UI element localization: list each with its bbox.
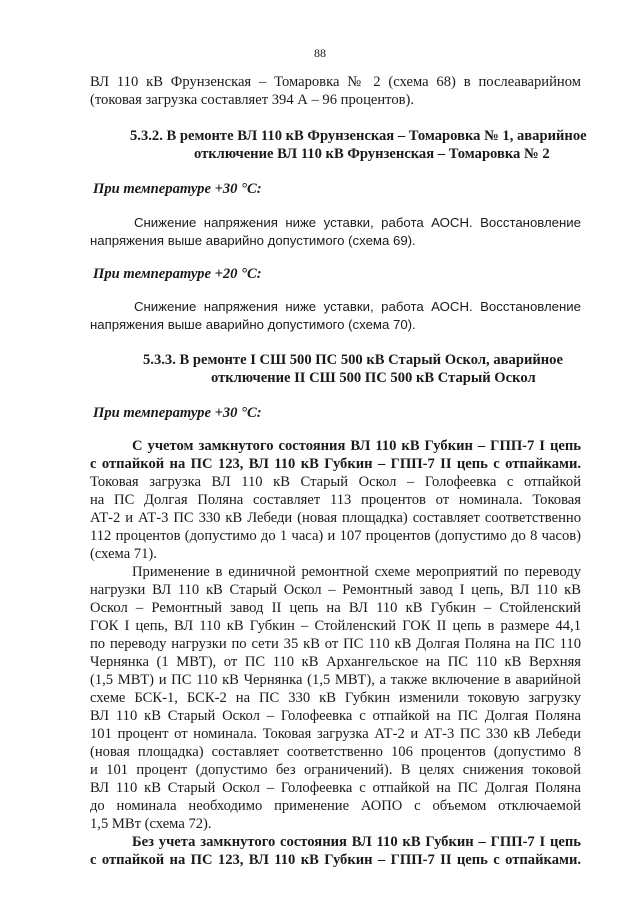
para4-line-13: ВЛ 110 кВ Старый Оскол – Голофеевка с отпайкой на ПС Долгая Поляна [90, 780, 581, 796]
intro-line-2: (токовая загрузка составляет 394 А – 96 процентов). [90, 92, 415, 108]
para1-line-1: Снижение напряжения ниже уставки, работа АОСН. Восстановление [134, 215, 581, 230]
temperature-heading-30-b: При температуре +30 °С: [93, 405, 262, 421]
para4-line-7: (1,5 МВТ) и ПС 110 кВ Чернянка (1,5 МВТ), а также включение в аварийной [90, 672, 581, 688]
para4-line-12: и 101 процент (допустимо без ограничений). В целях снижения токовой [90, 762, 581, 778]
para4-line-1: Применение в единичной ремонтной схеме мероприятий по переводу [132, 564, 581, 580]
bold-b-line-1: Без учета замкнутого состояния ВЛ 110 кВ Губкин – ГПП-7 I цепь [132, 834, 581, 850]
bold-a-line-2: с отпайкой на ПС 123, ВЛ 110 кВ Губкин – ГПП-7 II цепь с отпайками. [90, 456, 581, 472]
para4-line-11: (новая площадка) составляет соответственно 106 процентов (допустимо 8 [90, 744, 581, 760]
para3-line-1: Токовая загрузка ВЛ 110 кВ Старый Оскол – Голофеевка с отпайкой [90, 474, 581, 490]
page-number: 88 [314, 46, 326, 60]
intro-line-1: ВЛ 110 кВ Фрунзенская – Томаровка № 2 (схема 68) в послеаварийном [90, 74, 581, 90]
para4-line-5: по переводу нагрузки по сети 35 кВ от ПС 110 кВ Долгая Поляна на ПС 110 [90, 636, 581, 652]
para3-line-5: (схема 71). [90, 546, 157, 562]
temperature-heading-30-a: При температуре +30 °С: [93, 181, 262, 197]
para2-line-1: Снижение напряжения ниже уставки, работа АОСН. Восстановление [134, 299, 581, 314]
para3-line-4: 112 процентов (допустимо до 1 часа) и 107 процентов (допустимо до 8 часов) [90, 528, 581, 544]
section-5-3-3-heading-line-1: 5.3.3. В ремонте I СШ 500 ПС 500 кВ Старый Оскол, аварийное [143, 352, 563, 368]
para3-line-3: АТ-2 и АТ-3 ПС 330 кВ Лебеди (новая площадка) составляет соответственно [90, 510, 581, 526]
para4-line-6: Чернянка (1 МВТ), от ПС 110 кВ Архангельское на ПС 110 кВ Верхняя [90, 654, 581, 670]
para1-line-2: напряжения выше аварийно допустимого (схема 69). [90, 233, 416, 248]
para4-line-3: Оскол – Ремонтный завод II цепь на ВЛ 110 кВ Губкин – Стойленский [90, 600, 581, 616]
para4-line-8: схеме БСК-1, БСК-2 на ПС 330 кВ Губкин изменили токовую загрузку [90, 690, 581, 706]
para4-line-2: нагрузки ВЛ 110 кВ Старый Оскол – Ремонтный завод I цепь, ВЛ 110 кВ [90, 582, 581, 598]
para4-line-10: 101 процент от номинала. Токовая загрузка АТ-2 и АТ-3 ПС 330 кВ Лебеди [90, 726, 581, 742]
bold-a-line-1: С учетом замкнутого состояния ВЛ 110 кВ Губкин – ГПП-7 I цепь [132, 438, 581, 454]
bold-b-line-2: с отпайкой на ПС 123, ВЛ 110 кВ Губкин – ГПП-7 II цепь с отпайками. [90, 852, 581, 868]
section-5-3-3-heading-line-2: отключение II СШ 500 ПС 500 кВ Старый Оскол [211, 370, 536, 386]
para2-line-2: напряжения выше аварийно допустимого (схема 70). [90, 317, 416, 332]
para3-line-2: на ПС Долгая Поляна составляет 113 процентов от номинала. Токовая [90, 492, 581, 508]
para4-line-9: ВЛ 110 кВ Старый Оскол – Голофеевка с отпайкой на ПС Долгая Поляна [90, 708, 581, 724]
para4-line-4: ГОК I цепь, ВЛ 110 кВ Губкин – Стойленский ГОК II цепь в размере 44,1 [90, 618, 581, 634]
section-5-3-2-heading-line-1: 5.3.2. В ремонте ВЛ 110 кВ Фрунзенская – Томаровка № 1, аварийное [130, 128, 587, 144]
para4-line-14: до номинала необходимо применение АОПО с объемом отключаемой [90, 798, 581, 814]
para4-line-15: 1,5 МВт (схема 72). [90, 816, 212, 832]
temperature-heading-20: При температуре +20 °С: [93, 266, 262, 282]
section-5-3-2-heading-line-2: отключение ВЛ 110 кВ Фрунзенская – Томаровка № 2 [194, 146, 550, 162]
